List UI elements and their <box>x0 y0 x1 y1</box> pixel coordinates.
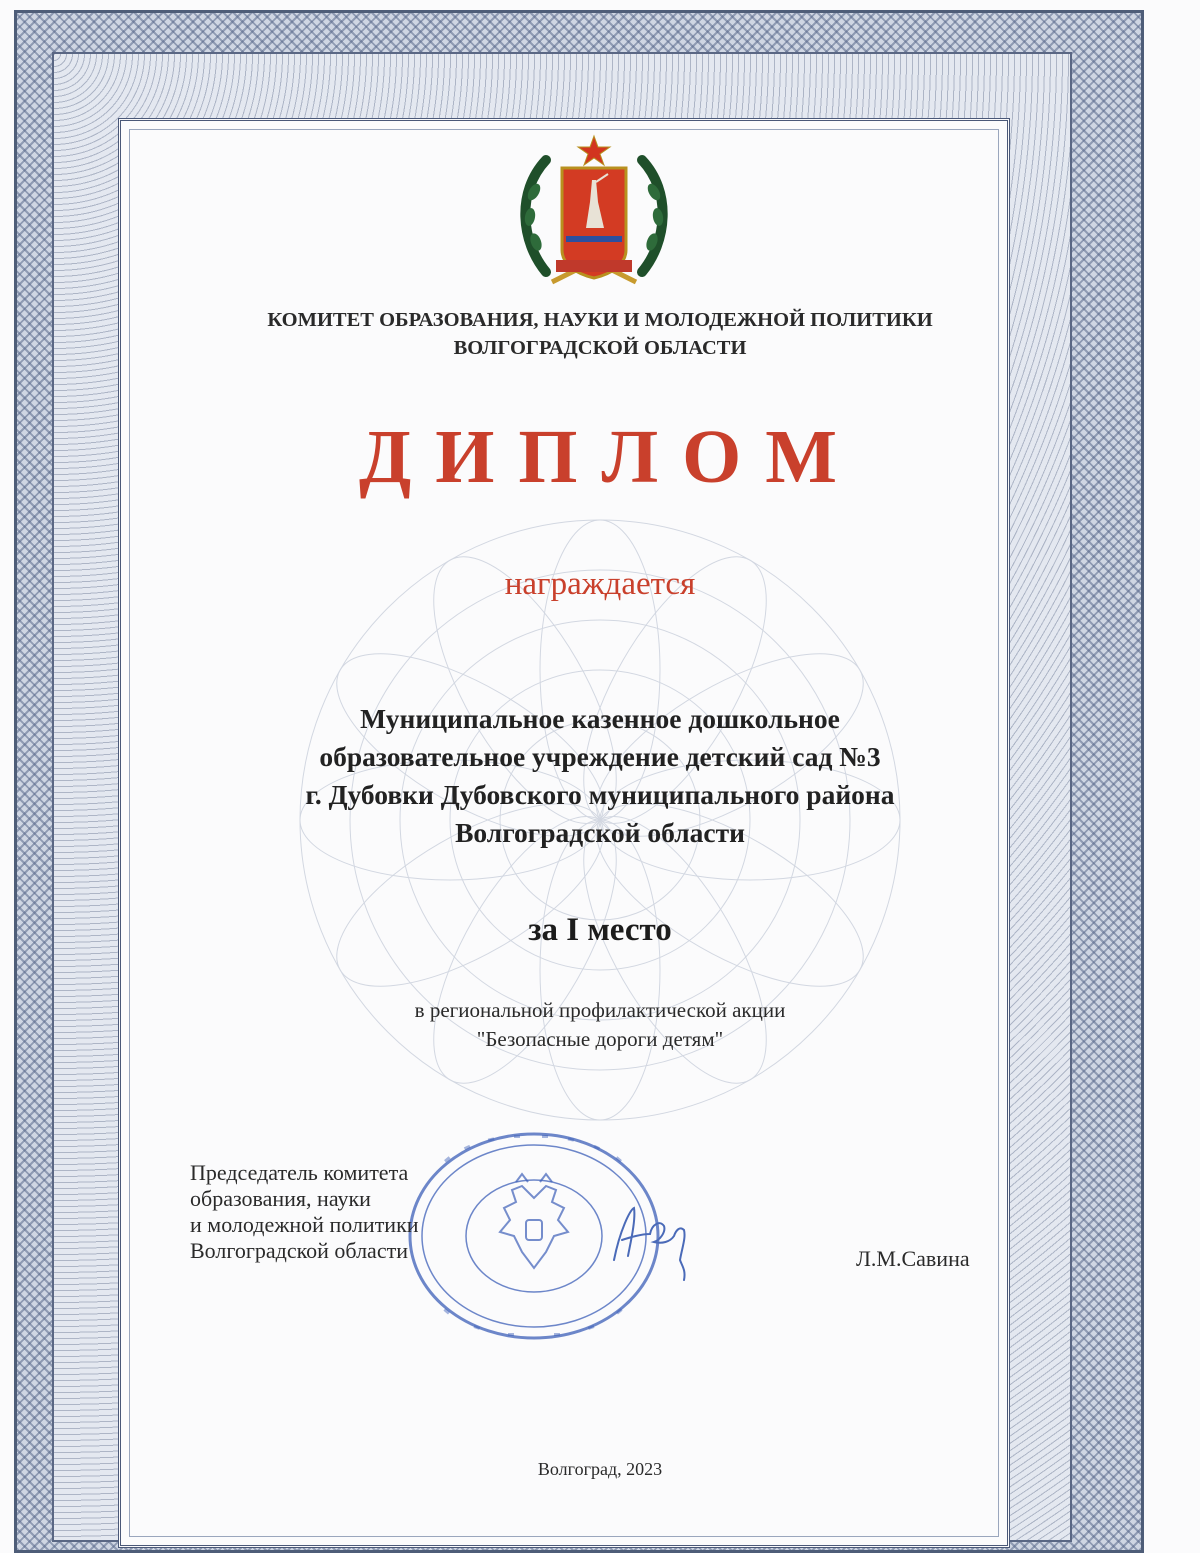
signatory-position <box>190 1160 419 1264</box>
recipient-line-4: Волгоградской области <box>455 817 745 848</box>
event-line-1: в региональной профилактической акции <box>414 998 786 1022</box>
event-description <box>0 996 1200 1054</box>
volgograd-oblast-emblem <box>516 132 672 292</box>
awarded-label: награждается <box>504 566 696 602</box>
city-year: Волгоград, 2023 <box>537 1459 663 1479</box>
recipient-line-3: г. Дубовки Дубовского муниципального района <box>305 779 895 810</box>
diploma-title: ДИПЛОМ <box>359 415 861 499</box>
committee-line-2: ВОЛГОГРАДСКОЙ ОБЛАСТИ <box>453 337 747 359</box>
committee-line-1: КОМИТЕТ ОБРАЗОВАНИЯ, НАУКИ И МОЛОДЕЖНОЙ ПОЛИТИКИ <box>267 309 933 331</box>
ribbon <box>556 260 632 272</box>
signer-name: Л.М.Савина <box>856 1246 970 1271</box>
handwritten-signature <box>600 1190 710 1290</box>
position-line-4: Волгоградской области <box>190 1238 408 1263</box>
position-line-1: Председатель комитета <box>190 1160 409 1185</box>
recipient-line-2: образовательное учреждение детский сад №3 <box>319 741 881 772</box>
position-line-3: и молодежной политики <box>190 1212 419 1237</box>
position-line-2: образования, науки <box>190 1186 371 1211</box>
award-place: за I место <box>528 912 672 948</box>
double-headed-eagle-icon <box>500 1174 568 1268</box>
recipient-line-1: Муниципальное казенное дошкольное <box>360 703 840 734</box>
recipient-name <box>0 700 1200 852</box>
event-line-2: "Безопасные дороги детям" <box>476 1027 724 1051</box>
star-icon <box>578 136 610 165</box>
committee-name <box>0 306 1200 362</box>
